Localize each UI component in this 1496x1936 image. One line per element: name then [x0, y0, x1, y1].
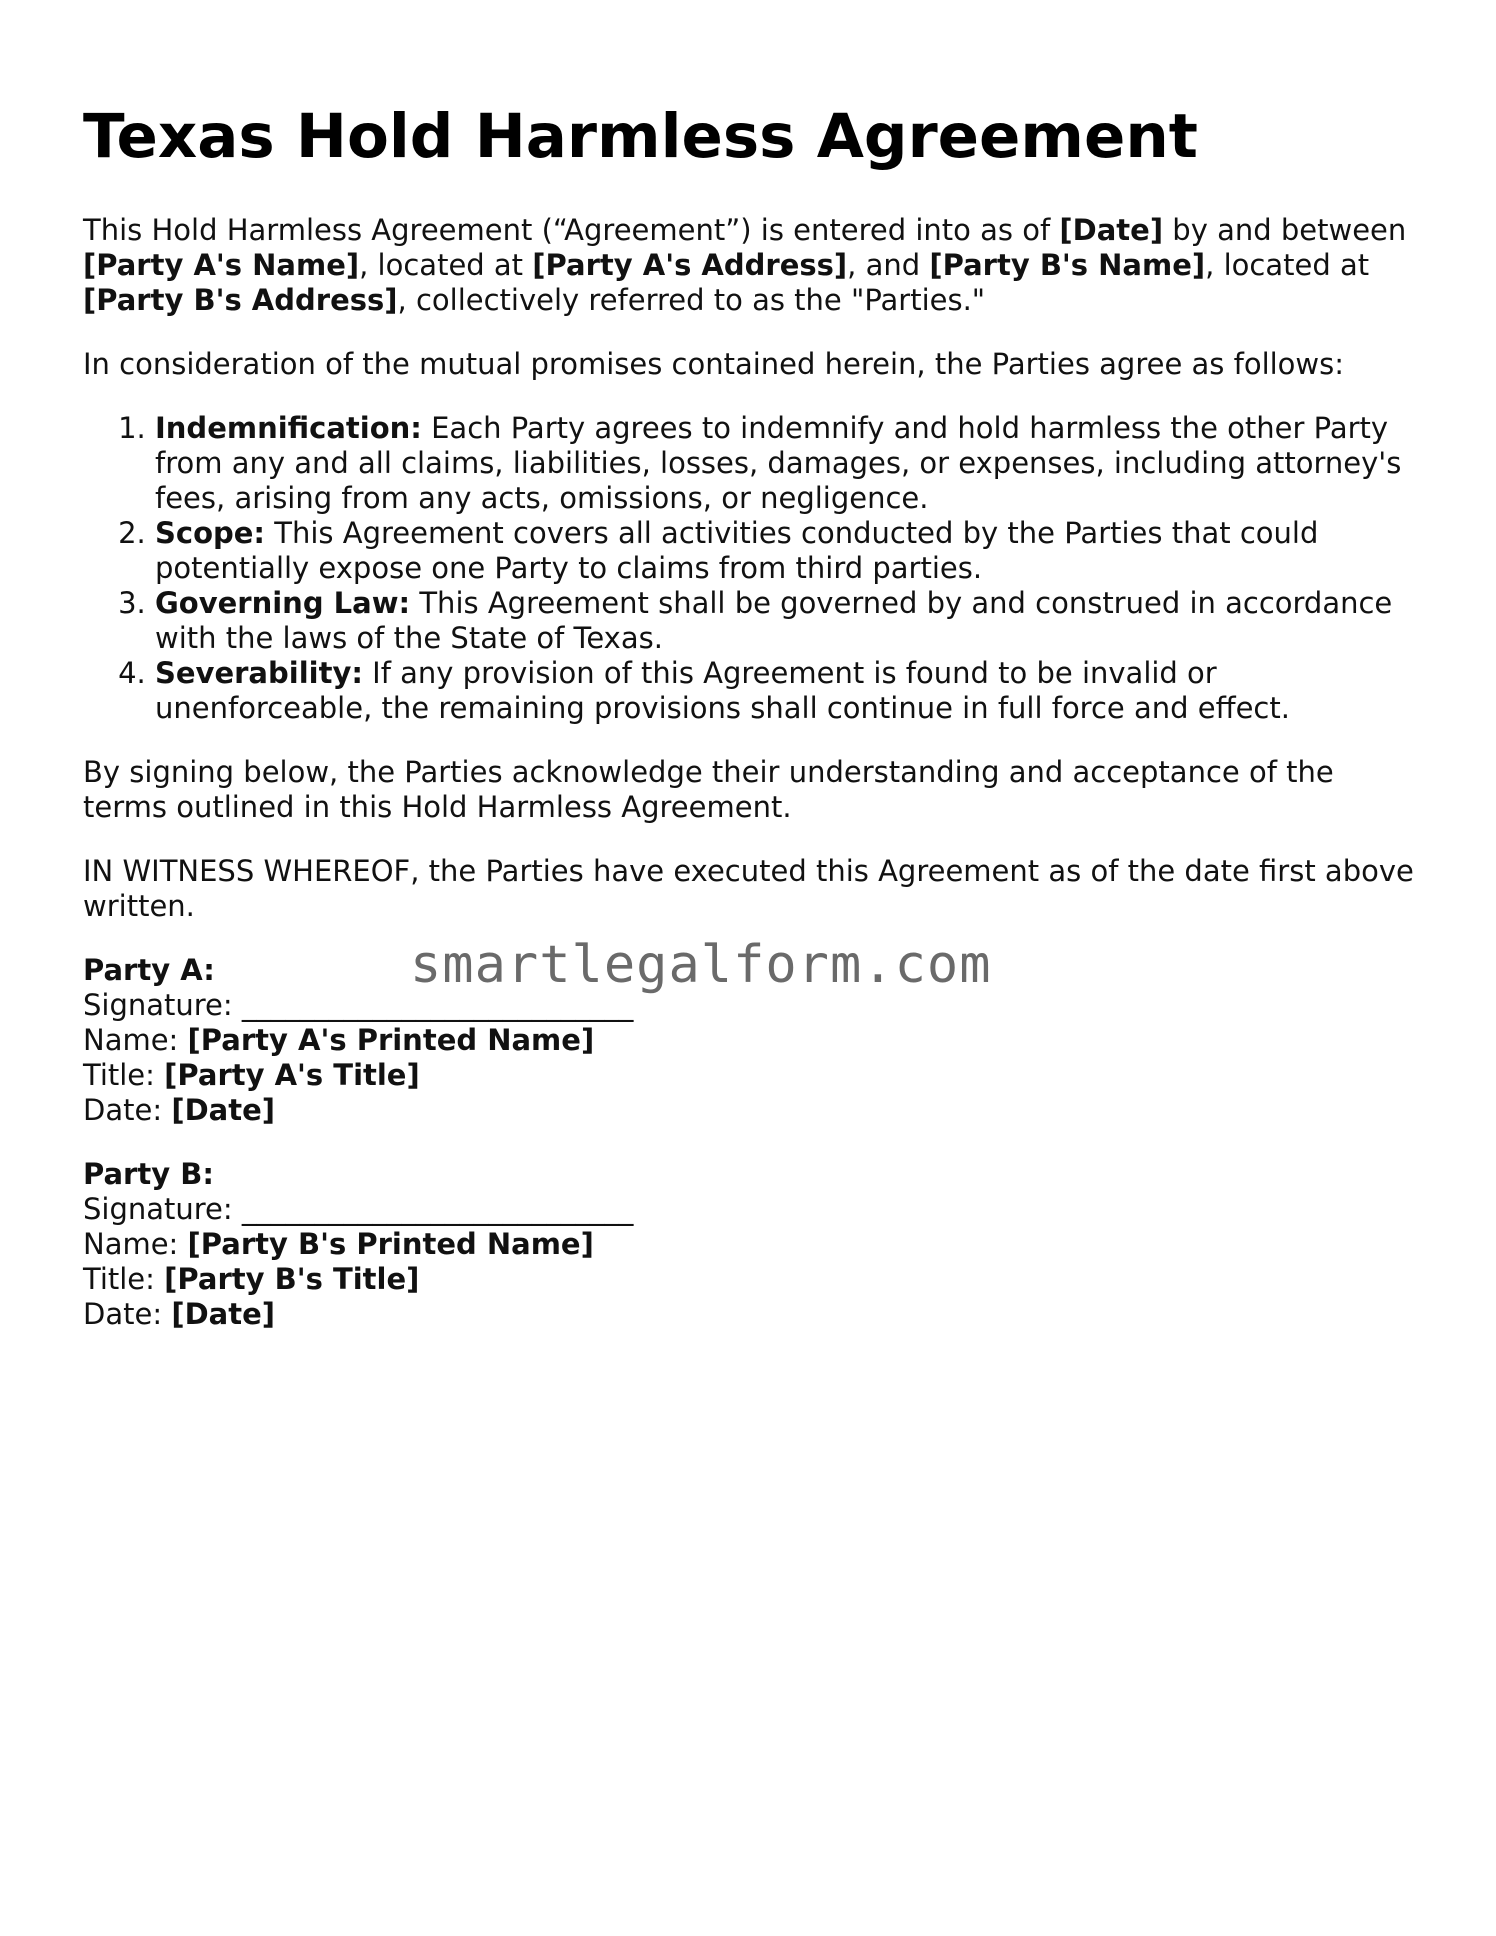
name-label: Name:: [83, 1023, 188, 1058]
watermark-text: smartlegalform.com: [410, 935, 992, 995]
party-a-date: [Date]: [171, 1093, 275, 1128]
clause-item: [155, 656, 1423, 726]
acknowledgment-paragraph: By signing below, the Parties acknowledge their understanding and acceptance of the terms outlined in this Hold Harmless Agreement.: [83, 755, 1334, 825]
signature-label: Signature:: [83, 1192, 242, 1227]
clause-text: This Agreement shall be governed by and construed in accordance with the laws of the State of Texas.: [155, 586, 1393, 656]
party-a-title: [Party A's Title]: [164, 1058, 420, 1093]
party-b-printed-name: [Party B's Printed Name]: [187, 1227, 594, 1262]
party-a-address: [Party A's Address]: [532, 248, 848, 283]
party-a-printed-name: [Party A's Printed Name]: [187, 1023, 595, 1058]
party-a-name: [Party A's Name]: [83, 248, 360, 283]
intro-text: , collectively referred to as the "Parties.": [397, 283, 986, 318]
party-b-signature-block: [83, 1157, 1423, 1332]
intro-text: , located at: [1205, 248, 1370, 283]
witness-paragraph: IN WITNESS WHEREOF, the Parties have executed this Agreement as of the date first above written.: [83, 854, 1414, 924]
title-label: Title:: [83, 1262, 165, 1297]
party-a-heading: Party A:: [83, 953, 215, 988]
clause-heading: Indemnification:: [155, 411, 422, 446]
clauses-list: [83, 411, 1423, 726]
date-label: Date:: [83, 1093, 172, 1128]
intro-text: , and: [847, 248, 930, 283]
party-b-signature-line: ___________________________: [241, 1192, 634, 1227]
date-label: Date:: [83, 1297, 172, 1332]
name-label: Name:: [83, 1227, 188, 1262]
intro-paragraph: [83, 213, 1423, 318]
party-b-title: [Party B's Title]: [164, 1262, 420, 1297]
party-b-heading: Party B:: [83, 1157, 214, 1192]
document-page: [83, 100, 1423, 1361]
signature-label: Signature:: [83, 988, 242, 1023]
clause-item: [155, 516, 1423, 586]
clause-text: If any provision of this Agreement is found to be invalid or unenforceable, the remaining provisions shall continue in full force and effect.: [155, 656, 1290, 726]
party-b-name: [Party B's Name]: [929, 248, 1206, 283]
party-b-address: [Party B's Address]: [83, 283, 398, 318]
intro-text: , located at: [359, 248, 533, 283]
clause-item: [155, 411, 1423, 516]
party-a-signature-line: ___________________________: [241, 988, 634, 1023]
agreement-date: [Date]: [1059, 213, 1164, 248]
clause-text: This Agreement covers all activities conducted by the Parties that could potentially expose one Party to claims from third parties.: [155, 516, 1319, 586]
consideration-paragraph: In consideration of the mutual promises contained herein, the Parties agree as follows:: [83, 347, 1345, 382]
title-label: Title:: [83, 1058, 165, 1093]
document-title: Texas Hold Harmless Agreement: [83, 101, 1198, 172]
clause-heading: Governing Law:: [155, 586, 411, 621]
intro-text: by and between: [1163, 213, 1407, 248]
clause-heading: Severability:: [155, 656, 363, 691]
party-b-date: [Date]: [171, 1297, 275, 1332]
clause-text: Each Party agrees to indemnify and hold harmless the other Party from any and all claims, liabilities, losses, damages, or expenses, including attorney's fees, arising from any acts, omissions, or negligence.: [155, 411, 1402, 516]
clause-heading: Scope:: [155, 516, 266, 551]
intro-text: This Hold Harmless Agreement (“Agreement”) is entered into as of: [83, 213, 1060, 248]
clause-item: [155, 586, 1423, 656]
